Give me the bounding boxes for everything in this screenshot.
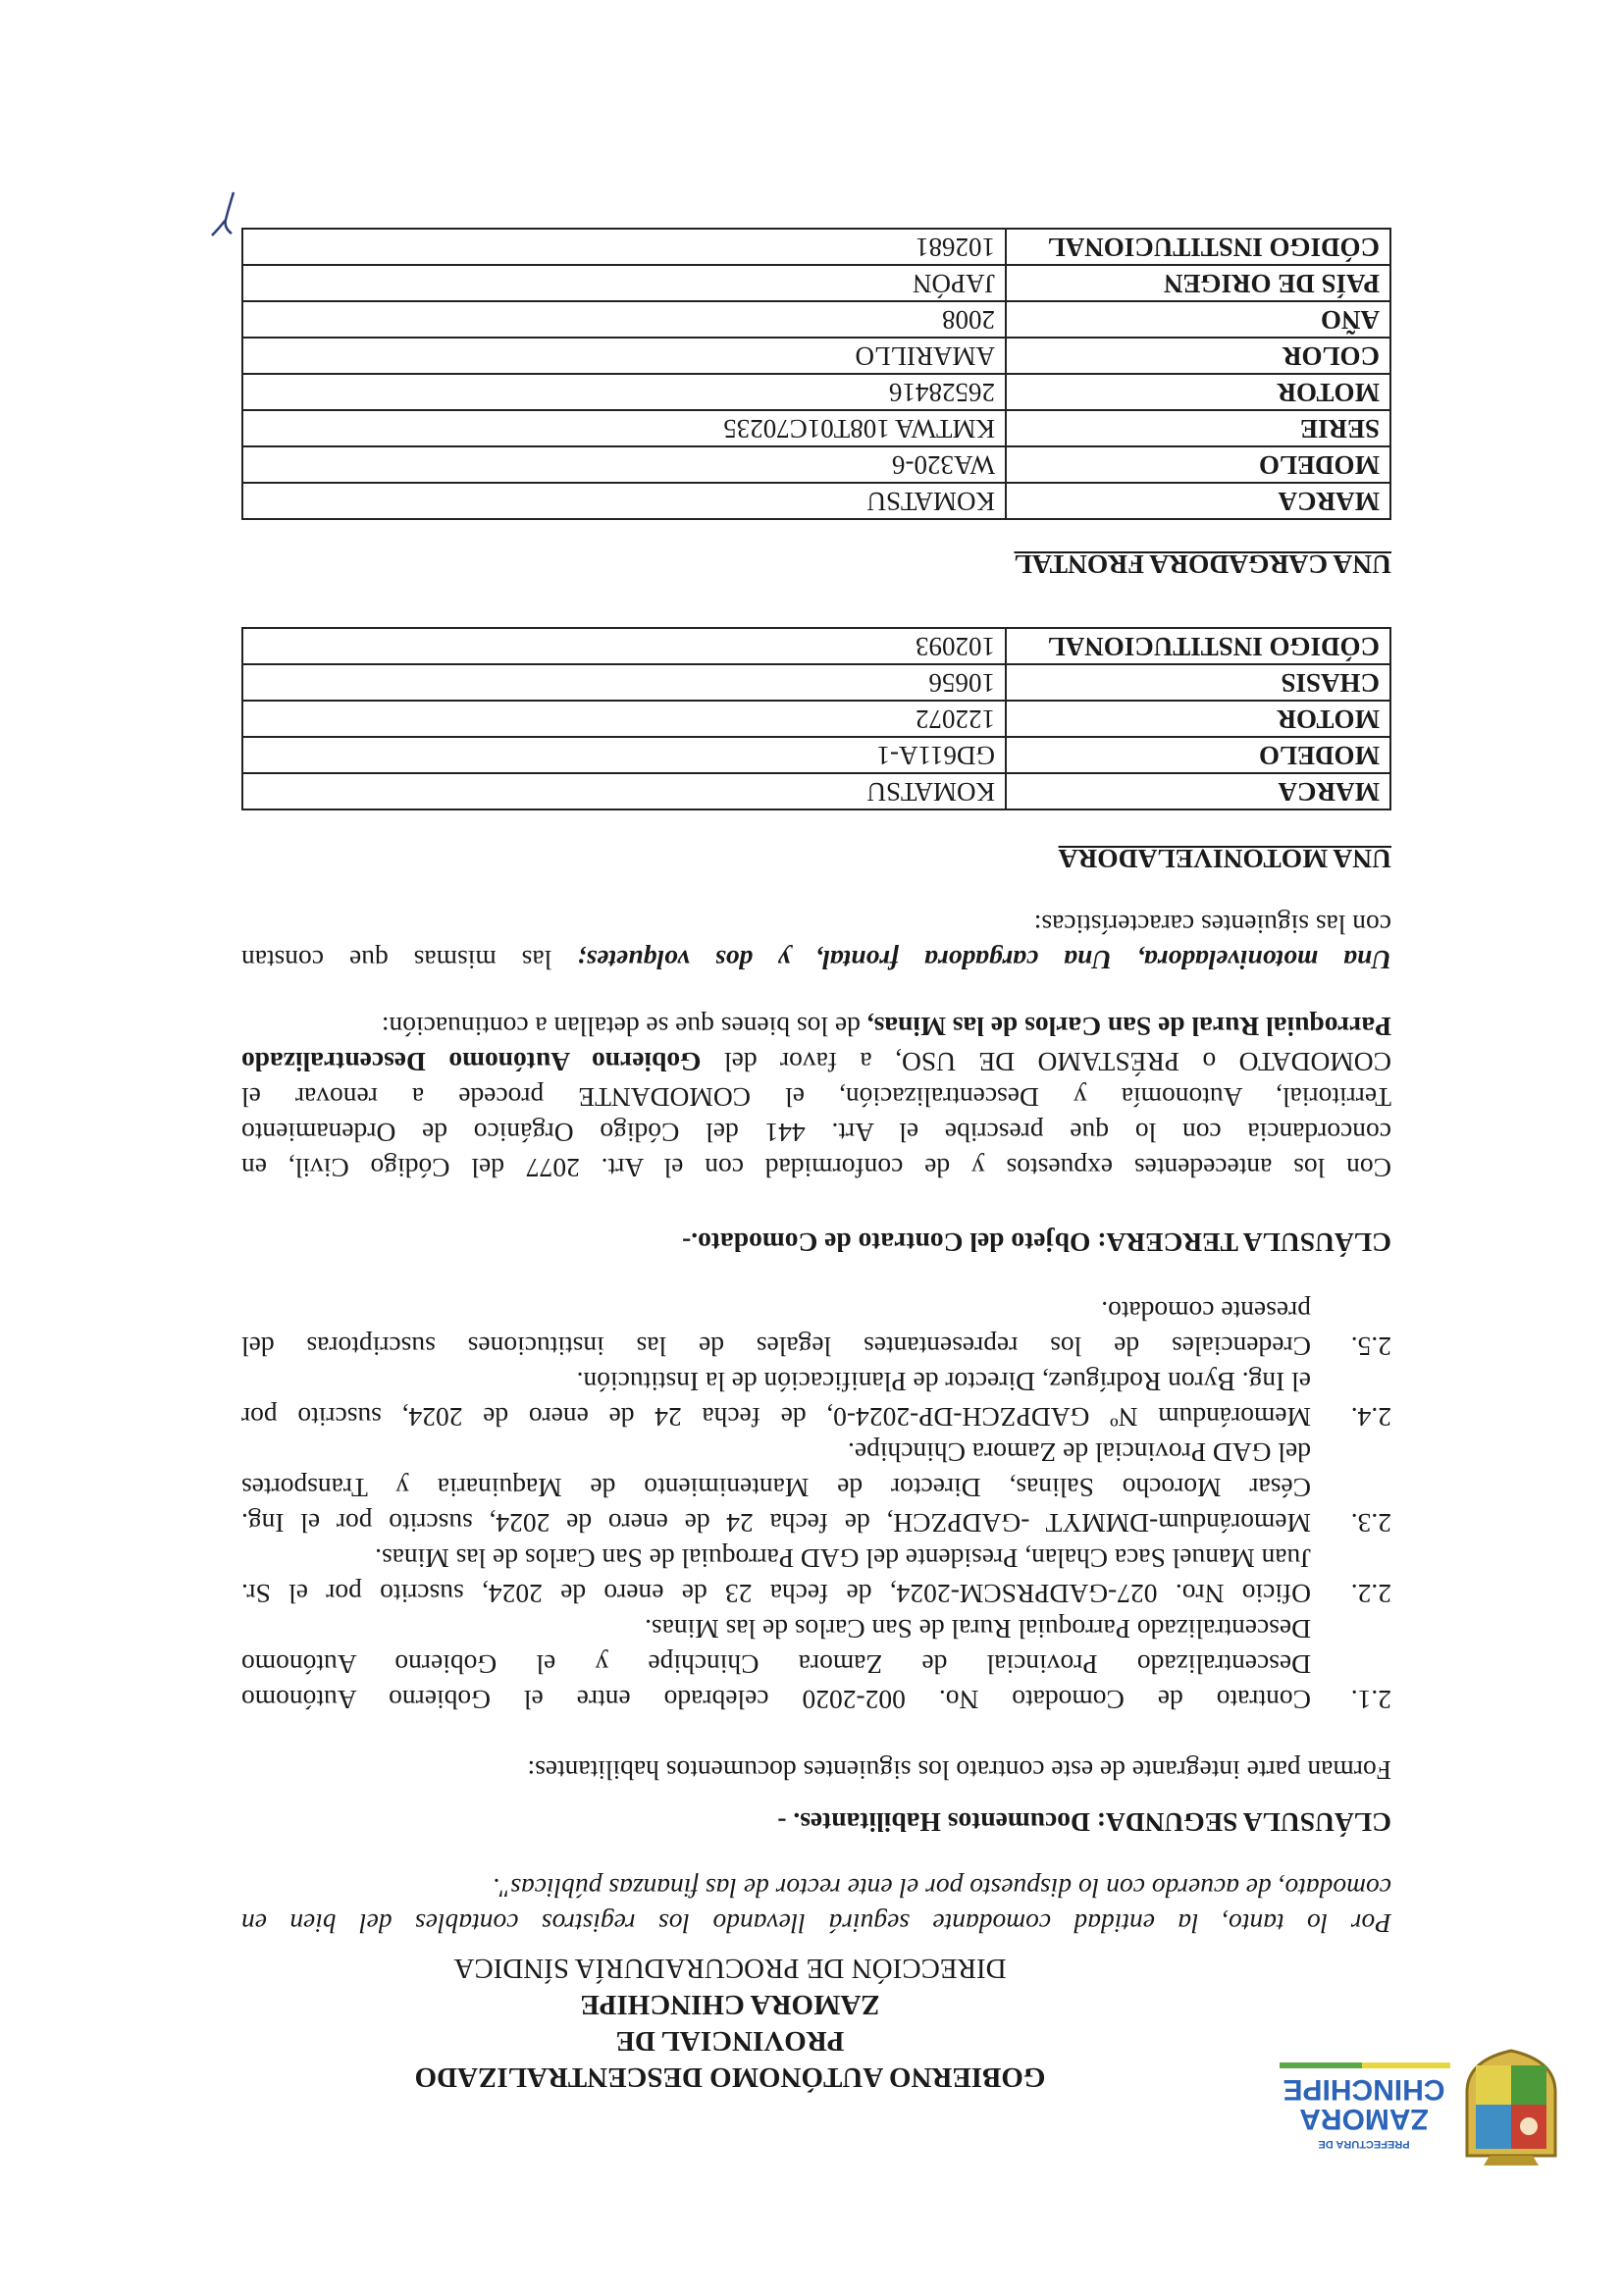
table-row: [242, 301, 1390, 338]
cargadora-title: UNA CARGADORA FRONTAL: [1014, 549, 1391, 580]
field-value: GD611A-1: [242, 737, 1006, 773]
text-span: COMODATO o PRÉSTAMO DE USO, a favor del: [701, 1047, 1391, 1077]
text-line: Contrato de Comodato No. 002-2020 celebrado entre el Gobierno Autónomo: [241, 1685, 1311, 1715]
field-label: CHASIS: [1006, 664, 1390, 701]
motoniveladora-title: UNA MOTONIVELADORA: [1058, 844, 1391, 874]
text-line: comodato, de acuerdo con lo dispuesto por el ente rector de las finanzas públicas".: [492, 1873, 1391, 1904]
field-value: KOMATSU: [242, 483, 1006, 519]
field-label: MARCA: [1006, 773, 1390, 809]
table-row: [242, 338, 1390, 374]
text-span-bold: Gobierno Autónomo Descentralizado: [241, 1047, 702, 1077]
motoniveladora-table: [241, 627, 1391, 810]
text-line: presente comodato.: [1101, 1296, 1311, 1327]
cargadora-table: [241, 228, 1391, 520]
text-span-bold-italic: Una motoniveladora, Una cargadora frontal, y dos volquetes;: [577, 945, 1391, 975]
text-line: Oficio Nro. 027-GADPRSCM-2024, de fecha 23 de enero de 2024, suscrito por el Sr.: [241, 1579, 1311, 1609]
habilitantes-list: [241, 1293, 1391, 1717]
table-row: [242, 483, 1390, 519]
item-number: 2.4.: [1350, 1402, 1391, 1433]
field-label: MODELO: [1006, 737, 1390, 773]
text-line: el Ing. Byron Rodríguez, Director de Planificación de la Institución.: [576, 1367, 1311, 1397]
text-span-bold: Parroquial Rural de San Carlos de las Minas,: [866, 1012, 1391, 1042]
text-span: las mismas que constan: [241, 945, 578, 975]
item-number: 2.2.: [1350, 1579, 1391, 1609]
text-line: Descentralizado Parroquial Rural de San Carlos de las Minas.: [645, 1614, 1311, 1644]
table-row: [242, 410, 1390, 446]
header-line-3: DIRECCIÓN DE PROCURADURÍA SÍNDICA: [453, 1953, 1007, 1984]
text-line: Memorándum-DMMYT -GADPZCH, de fecha 24 de enero de 2024, suscrito por el Ing.: [241, 1508, 1311, 1539]
field-value: KOMATSU: [242, 773, 1006, 809]
table-row: [242, 701, 1390, 737]
handwritten-check-mark: [208, 188, 237, 237]
prefectura-logo: [1266, 2048, 1560, 2170]
field-label: PAÍS DE ORIGEN: [1006, 265, 1390, 301]
text-line: Descentralizado Provincial de Zamora Chinchipe y el Gobierno Autónomo: [241, 1649, 1311, 1680]
field-label: AÑO: [1006, 301, 1390, 338]
field-label: MARCA: [1006, 483, 1390, 519]
field-value: 122072: [242, 701, 1006, 737]
text-line: Memorándum Nº GADPZCH-DP-2024-0, de fecha 24 de enero de 2024, suscrito por: [241, 1402, 1311, 1433]
text-line: con las siguientes características:: [1033, 910, 1391, 940]
item-number: 2.5.: [1350, 1331, 1391, 1362]
text-line: [241, 1009, 1391, 1044]
text-line: [241, 1044, 1391, 1079]
table-row: [242, 628, 1390, 664]
field-value: 102681: [242, 229, 1006, 265]
list-item: [241, 1611, 1391, 1717]
svg-text:PREFECTURA DE: PREFECTURA DE: [1318, 2138, 1410, 2150]
list-item: [241, 1293, 1391, 1364]
objeto-paragraph: [241, 1009, 1391, 1185]
svg-text:ZAMORA: ZAMORA: [1299, 2103, 1429, 2135]
field-value: KMTWA 108T01C70235: [242, 410, 1006, 446]
list-item: [241, 1435, 1391, 1540]
field-value: 2008: [242, 301, 1006, 338]
field-label: MOTOR: [1006, 374, 1390, 410]
header-line-2: ZAMORA CHINCHIPE: [580, 1989, 880, 2020]
bienes-paragraph: [241, 907, 1391, 977]
field-label: SERIE: [1006, 410, 1390, 446]
svg-text:CHINCHIPE: CHINCHIPE: [1283, 2073, 1445, 2106]
list-item: [241, 1540, 1391, 1611]
field-label: CÓDIGO INSTITUCIONAL: [1006, 229, 1390, 265]
text-line: Territorial, Autonomía y Descentralización, el COMODANTE procede a renovar el: [241, 1082, 1391, 1113]
table-row: [242, 374, 1390, 410]
field-value: JAPÓN: [242, 265, 1006, 301]
item-number: 2.3.: [1350, 1508, 1391, 1539]
text-span: de los bienes que se detallan a continuación:: [381, 1012, 867, 1042]
field-value: AMARILLO: [242, 338, 1006, 374]
field-value: WA320-6: [242, 446, 1006, 483]
text-line: [241, 942, 1391, 977]
table-row: [242, 265, 1390, 301]
field-value: 26528416: [242, 374, 1006, 410]
intro-paragraph: [241, 1870, 1391, 1941]
header-line-1: GOBIERNO AUTÓNOMO DESCENTRALIZADO PROVINCIAL DE: [414, 2025, 1046, 2093]
text-line: Credenciales de los representantes legales de las instituciones suscriptoras del: [241, 1331, 1311, 1362]
text-line: Juan Manuel Saca Chalan, Presidente del GAD Parroquial de San Carlos de las Minas.: [375, 1543, 1311, 1574]
field-value: 102093: [242, 628, 1006, 664]
field-label: CÓDIGO INSTITUCIONAL: [1006, 628, 1390, 664]
table-row: [242, 446, 1390, 483]
clausula-segunda-title: CLÁUSULA SEGUNDA: Documentos Habilitantes. -: [777, 1807, 1391, 1838]
text-line: Por lo tanto, la entidad comodante seguirá llevando los registros contables del bien en: [241, 1908, 1391, 1939]
field-label: MODELO: [1006, 446, 1390, 483]
field-label: COLOR: [1006, 338, 1390, 374]
table-row: [242, 773, 1390, 809]
document-header: [387, 1950, 1073, 2095]
text-line: César Morocho Salinas, Director de Mantenimiento de Maquinaria y Transportes: [241, 1473, 1311, 1503]
table-row: [242, 737, 1390, 773]
field-label: MOTOR: [1006, 701, 1390, 737]
field-value: 10656: [242, 664, 1006, 701]
text-line: Con los antecedentes expuestos y de conformidad con el Art. 2077 del Código Civil, en: [241, 1153, 1391, 1183]
table-row: [242, 229, 1390, 265]
list-item: [241, 1364, 1391, 1435]
item-number: 2.1.: [1350, 1685, 1391, 1715]
clausula-segunda-intro: Forman parte integrante de este contrato los siguientes documentos habilitantes:: [527, 1755, 1391, 1786]
text-line: del GAD Provincial de Zamora Chinchipe.: [848, 1437, 1311, 1468]
table-row: [242, 664, 1390, 701]
text-line: concordancia con lo que prescribe el Art. 441 del Código Orgánico de Ordenamiento: [241, 1118, 1391, 1148]
clausula-tercera-title: CLÁUSULA TERCERA: Objeto del Contrato de Comodato.-: [682, 1227, 1391, 1258]
